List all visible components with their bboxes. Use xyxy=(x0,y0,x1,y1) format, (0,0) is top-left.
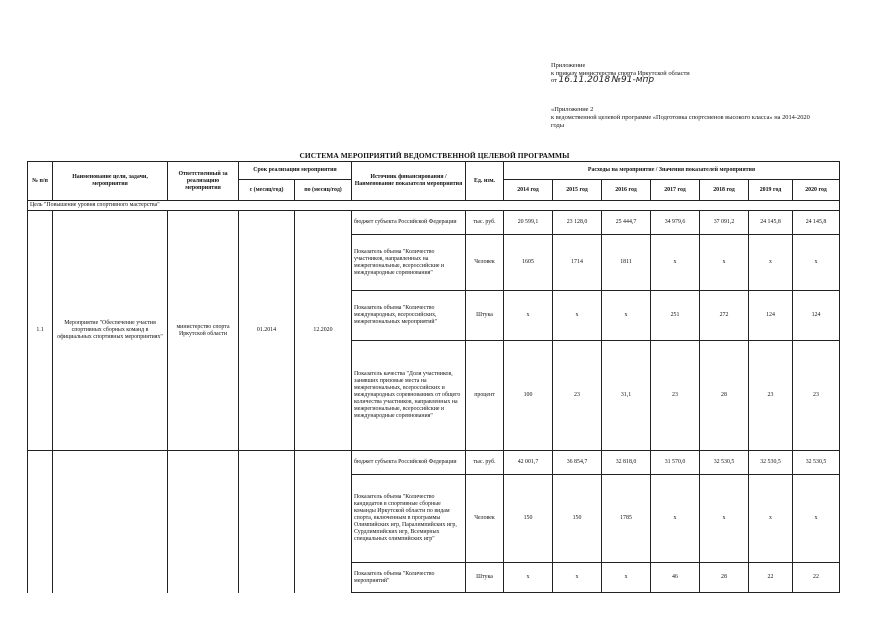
value-cell: х xyxy=(602,291,651,341)
value-cell: 23 xyxy=(749,341,793,451)
value-cell: 20 599,1 xyxy=(504,211,553,235)
value-cell: 46 xyxy=(651,563,700,593)
value-cell: 124 xyxy=(749,291,793,341)
handwritten-number: №91-мпр xyxy=(611,75,655,86)
value-cell: х xyxy=(749,475,793,563)
value-cell: 150 xyxy=(504,475,553,563)
value-cell: 24 145,8 xyxy=(749,211,793,235)
row-number-empty xyxy=(28,451,53,593)
value-cell: х xyxy=(651,475,700,563)
value-cell: х xyxy=(700,475,749,563)
unit-cell: Человек xyxy=(466,475,504,563)
header-year: 2016 год xyxy=(602,180,651,201)
value-cell: 23 xyxy=(651,341,700,451)
appendix-line-3: годы xyxy=(551,121,565,129)
header-source: Источник финансирования / Наименование показателя мероприятия xyxy=(352,162,466,201)
value-cell: 25 444,7 xyxy=(602,211,651,235)
value-cell: 1811 xyxy=(602,235,651,291)
source-cell: бюджет субъекта Российской Федерации xyxy=(352,211,466,235)
value-cell: 28 xyxy=(700,563,749,593)
value-cell: 1714 xyxy=(553,235,602,291)
value-cell: 251 xyxy=(651,291,700,341)
handwritten-date: 16.11.2018 xyxy=(558,75,611,86)
value-cell: 22 xyxy=(749,563,793,593)
value-cell: 34 979,6 xyxy=(651,211,700,235)
goal-row: Цель "Повышение уровня спортивного мастерства" xyxy=(28,201,840,211)
value-cell: х xyxy=(504,563,553,593)
header-responsible: Ответственный за реализацию мероприятия xyxy=(168,162,239,201)
appendix-block xyxy=(551,106,851,129)
header-year: 2020 год xyxy=(793,180,840,201)
header-year: 2017 год xyxy=(651,180,700,201)
value-cell: 31 570,0 xyxy=(651,451,700,475)
header-name: Наименование цели, задачи, мероприятия xyxy=(53,162,168,201)
value-cell: 37 091,2 xyxy=(700,211,749,235)
value-cell: 32 530,5 xyxy=(749,451,793,475)
source-cell: Показатель качества "Доля участников, занявших призовые места на межрегиональных, всероссийских и международных соревнованиях от общего количества участников, направленных на межрегиональные, всероссийские и международные соревнования" xyxy=(352,341,466,451)
header-year: 2015 год xyxy=(553,180,602,201)
measure-name-empty xyxy=(53,451,168,593)
header-term: Срок реализации мероприятия xyxy=(239,162,352,180)
value-cell: 1785 xyxy=(602,475,651,563)
value-cell: 24 145,8 xyxy=(793,211,840,235)
value-cell: 1605 xyxy=(504,235,553,291)
source-cell: Показатель объема "Количество кандидатов в спортивные сборные команды Иркутской области по видам спорта, включенным в программы Олимпийских игр, Паралимпийских игр, Сурдлимпийских игр, Всемирных специальных олимпийских игр" xyxy=(352,475,466,563)
unit-cell: Человек xyxy=(466,235,504,291)
value-cell: 23 128,0 xyxy=(553,211,602,235)
term-from: 01.2014 xyxy=(239,211,295,451)
header-order-ref: к приказу министерства спорта Иркутской области xyxy=(551,69,690,77)
value-cell: х xyxy=(602,563,651,593)
source-cell: Показатель объема "Количество международных, всероссийских, межрегиональных мероприятий" xyxy=(352,291,466,341)
value-cell: х xyxy=(504,291,553,341)
source-cell: бюджет субъекта Российской Федерации xyxy=(352,451,466,475)
table-row xyxy=(28,451,840,475)
header-year: 2018 год xyxy=(700,180,749,201)
header-appendix-label: Приложение xyxy=(551,62,586,69)
header-num: № п/п xyxy=(28,162,53,201)
value-cell: 32 530,5 xyxy=(700,451,749,475)
source-cell: Показатель объема "Количество мероприятий" xyxy=(352,563,466,593)
value-cell: 28 xyxy=(700,341,749,451)
header-from-prefix: от xyxy=(551,77,557,85)
value-cell: х xyxy=(553,563,602,593)
value-cell: х xyxy=(651,235,700,291)
document-title: СИСТЕМА МЕРОПРИЯТИЙ ВЕДОМСТВЕННОЙ ЦЕЛЕВОЙ ПРОГРАММЫ xyxy=(299,151,570,160)
header-date-line xyxy=(551,77,690,85)
measure-name: Мероприятие "Обеспечение участия спортивных сборных команд в официальных спортивных мероприятиях" xyxy=(53,211,168,451)
responsible-body: министерство спорта Иркутской области xyxy=(168,211,239,451)
value-cell: 100 xyxy=(504,341,553,451)
value-cell: х xyxy=(553,291,602,341)
unit-cell: тыс. руб. xyxy=(466,211,504,235)
value-cell: х xyxy=(749,235,793,291)
value-cell: 23 xyxy=(793,341,840,451)
value-cell: х xyxy=(793,475,840,563)
term-from-empty xyxy=(239,451,295,593)
header-expenses: Расходы на мероприятие / Значения показателей мероприятия xyxy=(504,162,840,180)
header-year: 2014 год xyxy=(504,180,553,201)
responsible-empty xyxy=(168,451,239,593)
header-year: 2019 год xyxy=(749,180,793,201)
header-unit: Ед. изм. xyxy=(466,162,504,201)
value-cell: 31,1 xyxy=(602,341,651,451)
header-term-to: по (месяц/год) xyxy=(295,180,352,201)
value-cell: 42 001,7 xyxy=(504,451,553,475)
value-cell: 124 xyxy=(793,291,840,341)
value-cell: 22 xyxy=(793,563,840,593)
unit-cell: процент xyxy=(466,341,504,451)
term-to: 12.2020 xyxy=(295,211,352,451)
value-cell: 150 xyxy=(553,475,602,563)
term-to-empty xyxy=(295,451,352,593)
unit-cell: Штука xyxy=(466,563,504,593)
header-term-from: с (месяц/год) xyxy=(239,180,295,201)
value-cell: 36 854,7 xyxy=(553,451,602,475)
program-table xyxy=(27,161,840,593)
value-cell: 272 xyxy=(700,291,749,341)
value-cell: 32 818,0 xyxy=(602,451,651,475)
unit-cell: тыс. руб. xyxy=(466,451,504,475)
value-cell: 23 xyxy=(553,341,602,451)
appendix-line-2: к ведомственной целевой программе «Подготовка спортсменов высокого класса» на 2014-2020 xyxy=(551,113,810,121)
appendix-line-1: «Приложение 2 xyxy=(551,106,594,113)
order-header xyxy=(551,62,690,85)
value-cell: 32 530,5 xyxy=(793,451,840,475)
unit-cell: Штука xyxy=(466,291,504,341)
source-cell: Показатель объема "Количество участников, направленных на межрегиональные, всероссийские и международные соревнования" xyxy=(352,235,466,291)
row-number: 1.1 xyxy=(28,211,53,451)
value-cell: х xyxy=(700,235,749,291)
value-cell: х xyxy=(793,235,840,291)
table-row xyxy=(28,211,840,235)
